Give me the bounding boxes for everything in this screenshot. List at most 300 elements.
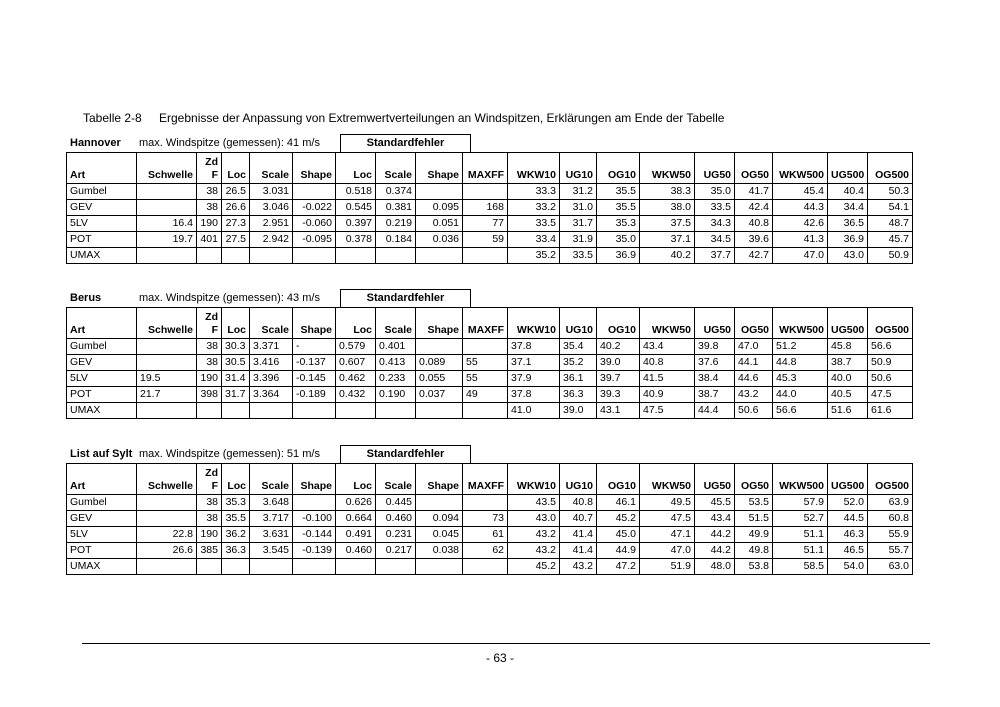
- column-header: Loc: [336, 464, 376, 495]
- table-cell: 31.0: [560, 200, 597, 216]
- table-row: [67, 527, 913, 543]
- table-cell: 31.7: [222, 387, 250, 403]
- table-cell: 0.518: [336, 184, 376, 200]
- table-cell: 45.8: [828, 339, 868, 355]
- table-cell: 41.7: [735, 184, 773, 200]
- table-cell: 38.4: [695, 371, 735, 387]
- table-header-row: [67, 153, 913, 184]
- table-cell: 34.3: [695, 216, 735, 232]
- table-cell: 39.3: [597, 387, 640, 403]
- table-cell: 0.378: [336, 232, 376, 248]
- table-cell: 38.3: [640, 184, 695, 200]
- table-cell: 53.5: [735, 495, 773, 511]
- table-cell: 19.7: [137, 232, 197, 248]
- table-cell: 62: [463, 543, 508, 559]
- table-cell: [293, 184, 336, 200]
- column-header: Shape: [293, 153, 336, 184]
- table-cell: 168: [463, 200, 508, 216]
- table-cell: 0.397: [336, 216, 376, 232]
- station-name: Berus: [70, 292, 102, 304]
- table-cell: 0.038: [416, 543, 463, 559]
- table-cell: 0.051: [416, 216, 463, 232]
- results-table: [66, 307, 913, 419]
- column-header: WKW50: [640, 464, 695, 495]
- table-cell: 63.9: [868, 495, 913, 511]
- table-cell: 36.1: [560, 371, 597, 387]
- table-cell: 35.2: [560, 355, 597, 371]
- column-header: OG50: [735, 153, 773, 184]
- table-cell: -0.189: [293, 387, 336, 403]
- table-cell: 56.6: [773, 403, 828, 419]
- table-cell: [293, 403, 336, 419]
- column-header: OG10: [597, 153, 640, 184]
- column-header: WKW10: [508, 308, 560, 339]
- table-cell: [416, 403, 463, 419]
- column-header: Scale: [250, 308, 293, 339]
- column-header: UG500: [828, 464, 868, 495]
- column-header: Art: [67, 308, 137, 339]
- table-cell: 39.8: [695, 339, 735, 355]
- table-cell: 49: [463, 387, 508, 403]
- table-cell: 0.374: [376, 184, 416, 200]
- table-cell: 0.219: [376, 216, 416, 232]
- table-cell: UMAX: [67, 403, 137, 419]
- table-cell: 47.2: [597, 559, 640, 575]
- column-header: WKW10: [508, 153, 560, 184]
- table-cell: 37.6: [695, 355, 735, 371]
- column-header: WKW500: [773, 153, 828, 184]
- table-cell: 37.8: [508, 339, 560, 355]
- table-cell: 38: [197, 511, 222, 527]
- table-cell: 0.445: [376, 495, 416, 511]
- table-cell: 55: [463, 355, 508, 371]
- table-cell: 3.364: [250, 387, 293, 403]
- table-cell: [336, 559, 376, 575]
- table-cell: 31.7: [560, 216, 597, 232]
- table-cell: 398: [197, 387, 222, 403]
- table-cell: 2.951: [250, 216, 293, 232]
- table-cell: [463, 403, 508, 419]
- table-cell: 46.3: [828, 527, 868, 543]
- table-cell: 38.7: [828, 355, 868, 371]
- table-cell: 33.5: [560, 248, 597, 264]
- column-header: Art: [67, 153, 137, 184]
- table-cell: 43.2: [508, 527, 560, 543]
- table-cell: 39.6: [735, 232, 773, 248]
- table-cell: 0.401: [376, 339, 416, 355]
- table-cell: 41.4: [560, 543, 597, 559]
- table-cell: 2.942: [250, 232, 293, 248]
- station-table-block: [66, 134, 913, 264]
- table-cell: 36.3: [222, 543, 250, 559]
- table-cell: 38: [197, 495, 222, 511]
- table-cell: 41.5: [640, 371, 695, 387]
- table-cell: 43.4: [695, 511, 735, 527]
- table-cell: 47.1: [640, 527, 695, 543]
- table-cell: 47.0: [640, 543, 695, 559]
- table-cell: 50.3: [868, 184, 913, 200]
- table-row: [67, 371, 913, 387]
- table-cell: [376, 559, 416, 575]
- table-cell: [463, 559, 508, 575]
- table-row: [67, 495, 913, 511]
- table-cell: 5LV: [67, 216, 137, 232]
- table-cell: 44.0: [773, 387, 828, 403]
- table-cell: 401: [197, 232, 222, 248]
- column-header: Zd F: [197, 308, 222, 339]
- table-cell: 61.6: [868, 403, 913, 419]
- column-header: Scale: [250, 153, 293, 184]
- table-cell: [137, 200, 197, 216]
- table-cell: 45.0: [597, 527, 640, 543]
- table-cell: 0.413: [376, 355, 416, 371]
- table-row: [67, 355, 913, 371]
- table-cell: -0.139: [293, 543, 336, 559]
- column-header: Scale: [376, 464, 416, 495]
- table-cell: 35.4: [560, 339, 597, 355]
- table-cell: 36.5: [828, 216, 868, 232]
- table-cell: 43.2: [735, 387, 773, 403]
- column-header: WKW500: [773, 308, 828, 339]
- table-cell: 38.0: [640, 200, 695, 216]
- table-cell: 63.0: [868, 559, 913, 575]
- table-cell: 37.1: [508, 355, 560, 371]
- table-cell: UMAX: [67, 559, 137, 575]
- table-cell: 40.9: [640, 387, 695, 403]
- table-cell: 43.5: [508, 495, 560, 511]
- caption-text: Ergebnisse der Anpassung von Extremwertverteilungen an Windspitzen, Erklärungen am Ende der Tabelle: [159, 111, 725, 125]
- column-header: MAXFF: [463, 308, 508, 339]
- column-header: WKW50: [640, 308, 695, 339]
- table-cell: [336, 403, 376, 419]
- table-cell: Gumbel: [67, 184, 137, 200]
- table-cell: 0.462: [336, 371, 376, 387]
- table-cell: [416, 339, 463, 355]
- table-cell: 55.7: [868, 543, 913, 559]
- table-cell: 19.5: [137, 371, 197, 387]
- column-header: Loc: [336, 308, 376, 339]
- table-cell: 38: [197, 355, 222, 371]
- table-cell: [416, 559, 463, 575]
- table-cell: 47.0: [773, 248, 828, 264]
- table-cell: [137, 559, 197, 575]
- table-cell: 40.8: [560, 495, 597, 511]
- table-cell: 42.7: [735, 248, 773, 264]
- column-header: Scale: [376, 308, 416, 339]
- table-cell: -0.144: [293, 527, 336, 543]
- column-header: Shape: [416, 464, 463, 495]
- table-cell: 190: [197, 216, 222, 232]
- table-cell: 43.4: [640, 339, 695, 355]
- table-cell: [416, 495, 463, 511]
- standard-error-header: Standardfehler: [340, 134, 471, 152]
- table-cell: 27.5: [222, 232, 250, 248]
- table-cell: 45.2: [508, 559, 560, 575]
- table-cell: GEV: [67, 511, 137, 527]
- table-cell: -0.060: [293, 216, 336, 232]
- table-cell: 77: [463, 216, 508, 232]
- table-cell: 31.2: [560, 184, 597, 200]
- table-cell: 52.0: [828, 495, 868, 511]
- table-cell: 41.0: [508, 403, 560, 419]
- table-cell: 38.7: [695, 387, 735, 403]
- table-cell: 37.1: [640, 232, 695, 248]
- table-cell: 51.6: [828, 403, 868, 419]
- table-cell: [250, 403, 293, 419]
- table-cell: 61: [463, 527, 508, 543]
- table-cell: [463, 495, 508, 511]
- table-cell: 44.2: [695, 543, 735, 559]
- column-header: OG500: [868, 308, 913, 339]
- table-cell: 35.0: [597, 232, 640, 248]
- table-cell: 0.055: [416, 371, 463, 387]
- table-cell: [376, 248, 416, 264]
- table-cell: 37.5: [640, 216, 695, 232]
- table-cell: 54.0: [828, 559, 868, 575]
- table-cell: 40.2: [597, 339, 640, 355]
- table-cell: 43.2: [508, 543, 560, 559]
- table-cell: Gumbel: [67, 495, 137, 511]
- table-cell: 37.7: [695, 248, 735, 264]
- column-header: OG10: [597, 464, 640, 495]
- table-cell: 45.3: [773, 371, 828, 387]
- table-cell: 0.607: [336, 355, 376, 371]
- table-cell: [463, 248, 508, 264]
- page-number: - 63 -: [485, 651, 514, 665]
- table-cell: POT: [67, 543, 137, 559]
- table-cell: 37.9: [508, 371, 560, 387]
- table-row: [67, 511, 913, 527]
- table-cell: 51.5: [735, 511, 773, 527]
- table-cell: 385: [197, 543, 222, 559]
- table-cell: 33.5: [695, 200, 735, 216]
- table-cell: 0.460: [376, 511, 416, 527]
- table-cell: 35.2: [508, 248, 560, 264]
- table-cell: 40.4: [828, 184, 868, 200]
- column-header: OG500: [868, 464, 913, 495]
- column-header: Loc: [222, 308, 250, 339]
- table-cell: 0.184: [376, 232, 416, 248]
- table-cell: 3.046: [250, 200, 293, 216]
- table-cell: 0.089: [416, 355, 463, 371]
- station-table-block: [66, 289, 913, 419]
- table-cell: 35.5: [597, 184, 640, 200]
- column-header: Zd F: [197, 464, 222, 495]
- column-header: OG500: [868, 153, 913, 184]
- table-cell: 3.717: [250, 511, 293, 527]
- table-cell: 42.4: [735, 200, 773, 216]
- table-cell: 36.9: [828, 232, 868, 248]
- column-header: UG10: [560, 464, 597, 495]
- column-header: UG10: [560, 308, 597, 339]
- table-cell: 36.3: [560, 387, 597, 403]
- table-cell: [293, 495, 336, 511]
- column-header: Loc: [222, 153, 250, 184]
- column-header: Shape: [416, 153, 463, 184]
- station-table-block: [66, 445, 913, 575]
- table-cell: [137, 248, 197, 264]
- table-cell: 43.2: [560, 559, 597, 575]
- table-cell: 26.6: [137, 543, 197, 559]
- table-cell: 50.6: [735, 403, 773, 419]
- column-header: Loc: [222, 464, 250, 495]
- table-cell: 41.3: [773, 232, 828, 248]
- table-cell: 40.7: [560, 511, 597, 527]
- table-cell: 40.8: [735, 216, 773, 232]
- column-header: MAXFF: [463, 153, 508, 184]
- table-cell: 49.9: [735, 527, 773, 543]
- table-cell: 50.9: [868, 355, 913, 371]
- table-header-row: [67, 308, 913, 339]
- table-cell: [336, 248, 376, 264]
- table-row: [67, 387, 913, 403]
- table-cell: 33.4: [508, 232, 560, 248]
- table-cell: 41.4: [560, 527, 597, 543]
- table-cell: 16.4: [137, 216, 197, 232]
- table-cell: 35.3: [597, 216, 640, 232]
- table-cell: -0.100: [293, 511, 336, 527]
- table-cell: [137, 184, 197, 200]
- table-cell: 51.9: [640, 559, 695, 575]
- table-cell: 30.3: [222, 339, 250, 355]
- column-header: UG500: [828, 153, 868, 184]
- column-header: OG50: [735, 464, 773, 495]
- table-cell: 44.8: [773, 355, 828, 371]
- table-cell: -0.022: [293, 200, 336, 216]
- table-cell: 36.2: [222, 527, 250, 543]
- table-cell: 43.0: [508, 511, 560, 527]
- table-cell: 54.1: [868, 200, 913, 216]
- table-cell: 52.7: [773, 511, 828, 527]
- table-cell: 34.5: [695, 232, 735, 248]
- table-cell: GEV: [67, 355, 137, 371]
- table-cell: 0.045: [416, 527, 463, 543]
- table-cell: [463, 339, 508, 355]
- table-cell: 0.095: [416, 200, 463, 216]
- table-cell: 5LV: [67, 371, 137, 387]
- table-cell: 51.1: [773, 543, 828, 559]
- column-header: WKW500: [773, 464, 828, 495]
- table-cell: 44.4: [695, 403, 735, 419]
- table-cell: 37.8: [508, 387, 560, 403]
- results-table: [66, 463, 913, 575]
- table-cell: 0.579: [336, 339, 376, 355]
- table-cell: [222, 403, 250, 419]
- table-row: [67, 248, 913, 264]
- standard-error-header: Standardfehler: [340, 445, 471, 463]
- table-cell: -0.145: [293, 371, 336, 387]
- table-cell: [250, 559, 293, 575]
- table-cell: [250, 248, 293, 264]
- table-cell: 59: [463, 232, 508, 248]
- table-cell: 57.9: [773, 495, 828, 511]
- table-cell: 47.5: [640, 403, 695, 419]
- table-row: [67, 543, 913, 559]
- table-cell: 48.7: [868, 216, 913, 232]
- table-cell: [376, 403, 416, 419]
- table-cell: 44.1: [735, 355, 773, 371]
- table-cell: 47.5: [640, 511, 695, 527]
- table-cell: 3.396: [250, 371, 293, 387]
- table-cell: [137, 511, 197, 527]
- table-cell: [197, 248, 222, 264]
- table-cell: 39.0: [560, 403, 597, 419]
- table-cell: 34.4: [828, 200, 868, 216]
- table-cell: 46.1: [597, 495, 640, 511]
- table-cell: 35.5: [597, 200, 640, 216]
- table-cell: 55.9: [868, 527, 913, 543]
- table-cell: 26.5: [222, 184, 250, 200]
- table-cell: 47.5: [868, 387, 913, 403]
- table-cell: 30.5: [222, 355, 250, 371]
- table-cell: 39.7: [597, 371, 640, 387]
- table-cell: 0.217: [376, 543, 416, 559]
- max-wind-note: max. Windspitze (gemessen): 43 m/s: [139, 292, 320, 304]
- table-cell: 47.0: [735, 339, 773, 355]
- table-cell: [197, 403, 222, 419]
- table-cell: 0.460: [336, 543, 376, 559]
- table-cell: 26.6: [222, 200, 250, 216]
- column-header: Art: [67, 464, 137, 495]
- column-header: Shape: [293, 464, 336, 495]
- table-cell: [197, 559, 222, 575]
- table-cell: 45.4: [773, 184, 828, 200]
- table-cell: 27.3: [222, 216, 250, 232]
- column-header: Loc: [336, 153, 376, 184]
- table-cell: 5LV: [67, 527, 137, 543]
- table-cell: 35.3: [222, 495, 250, 511]
- table-cell: [137, 403, 197, 419]
- table-cell: 0.190: [376, 387, 416, 403]
- table-cell: 49.5: [640, 495, 695, 511]
- column-header: Schwelle: [137, 308, 197, 339]
- table-row: [67, 216, 913, 232]
- table-row: [67, 184, 913, 200]
- table-cell: 36.9: [597, 248, 640, 264]
- table-cell: 31.9: [560, 232, 597, 248]
- table-cell: 39.0: [597, 355, 640, 371]
- table-cell: 40.5: [828, 387, 868, 403]
- table-row: [67, 232, 913, 248]
- column-header: UG500: [828, 308, 868, 339]
- table-cell: Gumbel: [67, 339, 137, 355]
- table-caption: [83, 111, 724, 125]
- column-header: UG50: [695, 308, 735, 339]
- table-cell: 38: [197, 200, 222, 216]
- max-wind-note: max. Windspitze (gemessen): 41 m/s: [139, 137, 320, 149]
- column-header: WKW50: [640, 153, 695, 184]
- table-cell: 3.631: [250, 527, 293, 543]
- table-cell: 40.8: [640, 355, 695, 371]
- table-cell: 44.5: [828, 511, 868, 527]
- table-cell: 43.1: [597, 403, 640, 419]
- table-cell: 45.7: [868, 232, 913, 248]
- results-table: [66, 152, 913, 264]
- column-header: MAXFF: [463, 464, 508, 495]
- table-cell: 33.5: [508, 216, 560, 232]
- column-header: Schwelle: [137, 153, 197, 184]
- table-cell: 0.036: [416, 232, 463, 248]
- table-cell: 49.8: [735, 543, 773, 559]
- max-wind-note: max. Windspitze (gemessen): 51 m/s: [139, 448, 320, 460]
- column-header: Shape: [293, 308, 336, 339]
- column-header: Scale: [250, 464, 293, 495]
- table-cell: 0.626: [336, 495, 376, 511]
- station-name: List auf Sylt: [70, 448, 133, 460]
- table-cell: 53.8: [735, 559, 773, 575]
- table-cell: 3.031: [250, 184, 293, 200]
- table-cell: [463, 184, 508, 200]
